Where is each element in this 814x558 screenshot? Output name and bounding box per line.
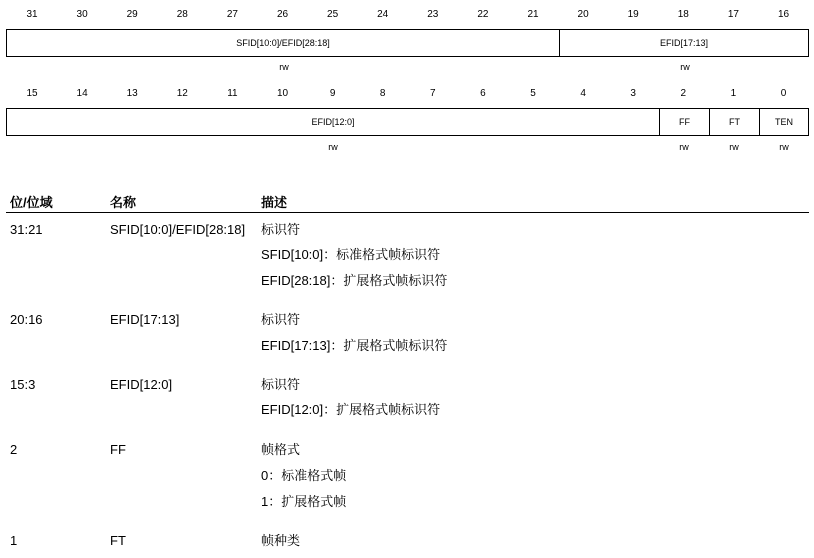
- bit-number: 6: [480, 88, 486, 99]
- bit-number: 28: [176, 9, 188, 20]
- bit-number: 21: [527, 9, 539, 20]
- bit-number: 24: [377, 9, 389, 20]
- bit-number: 0: [780, 88, 787, 99]
- row-bits: 2: [10, 442, 18, 457]
- row-desc-line: SFID[10:0]：标准格式帧标识符: [261, 247, 441, 262]
- bit-number: 2: [680, 88, 687, 99]
- row-desc-line: 标识符: [261, 377, 301, 392]
- register-lower-half: [6, 108, 809, 136]
- bit-number: 17: [727, 9, 739, 20]
- row-name: SFID[10:0]/EFID[28:18]: [110, 222, 246, 237]
- bit-number: 16: [777, 9, 790, 20]
- access-sfid-efid: rw: [279, 62, 289, 72]
- header-description: 描述: [261, 195, 288, 210]
- bit-number: 20: [577, 9, 589, 20]
- header-divider: [6, 212, 809, 213]
- row-bits: 1: [10, 533, 18, 548]
- field-efid-12-0: EFID[12:0]: [7, 109, 660, 135]
- field-ff: FF: [660, 109, 710, 135]
- upper-bit-numbers: [6, 9, 809, 21]
- bit-number: 8: [379, 88, 386, 99]
- row-desc-line: EFID[17:13]：扩展格式帧标识符: [261, 338, 448, 353]
- header-bits: 位/位域: [10, 195, 53, 210]
- row-desc-line: 1：扩展格式帧: [261, 494, 347, 509]
- header-name: 名称: [110, 195, 137, 210]
- row-bits: 20:16: [10, 312, 43, 327]
- bit-number: 23: [427, 9, 439, 20]
- bit-number: 14: [76, 88, 88, 99]
- bit-number: 3: [630, 88, 636, 99]
- access-ten: rw: [779, 142, 789, 152]
- bit-number: 9: [329, 88, 336, 99]
- bit-number: 22: [477, 9, 489, 20]
- row-name: FT: [110, 533, 126, 548]
- field-sfid-efid-28-18: SFID[10:0]/EFID[28:18]: [7, 30, 560, 56]
- row-desc-line: EFID[28:18]：扩展格式帧标识符: [261, 273, 448, 288]
- row-name: EFID[17:13]: [110, 312, 180, 327]
- field-ten: TEN: [775, 117, 793, 127]
- bit-number: 19: [627, 9, 639, 20]
- field-efid-17-13: EFID[17:13]: [659, 38, 709, 48]
- access-ff: rw: [679, 142, 689, 152]
- bit-number: 4: [580, 88, 586, 99]
- bit-number: 18: [677, 9, 689, 20]
- bit-number: 29: [126, 9, 138, 20]
- field-ft: FT: [710, 109, 760, 135]
- row-desc-line: 0：标准格式帧: [261, 468, 347, 483]
- bit-number: 11: [227, 88, 238, 99]
- bit-number: 10: [276, 88, 289, 99]
- bit-number: 25: [327, 9, 339, 20]
- bit-number: 31: [26, 9, 38, 20]
- lower-bit-numbers: [6, 88, 809, 100]
- row-desc-line: EFID[12:0]：扩展格式帧标识符: [261, 402, 441, 417]
- row-name: EFID[12:0]: [110, 377, 173, 392]
- access-efid-17-13: rw: [680, 62, 690, 72]
- row-desc-line: 标识符: [261, 222, 301, 237]
- row-desc-line: 标识符: [261, 312, 301, 327]
- access-efid-12-0: rw: [328, 142, 338, 152]
- row-desc-line: 帧种类: [261, 533, 301, 548]
- bit-number: 15: [26, 88, 38, 99]
- bit-number: 5: [530, 88, 536, 99]
- bit-number: 26: [276, 9, 289, 20]
- bit-number: 30: [76, 9, 88, 20]
- access-ft: rw: [729, 142, 739, 152]
- bit-number: 1: [730, 88, 737, 99]
- row-bits: 15:3: [10, 377, 36, 392]
- bit-number: 12: [176, 88, 188, 99]
- row-bits: 31:21: [10, 222, 43, 237]
- bit-number: 13: [126, 88, 138, 99]
- register-upper-half: [6, 29, 809, 57]
- row-name: FF: [110, 442, 126, 457]
- bit-number: 27: [226, 9, 238, 20]
- bit-number: 7: [430, 88, 436, 99]
- row-desc-line: 帧格式: [261, 442, 301, 457]
